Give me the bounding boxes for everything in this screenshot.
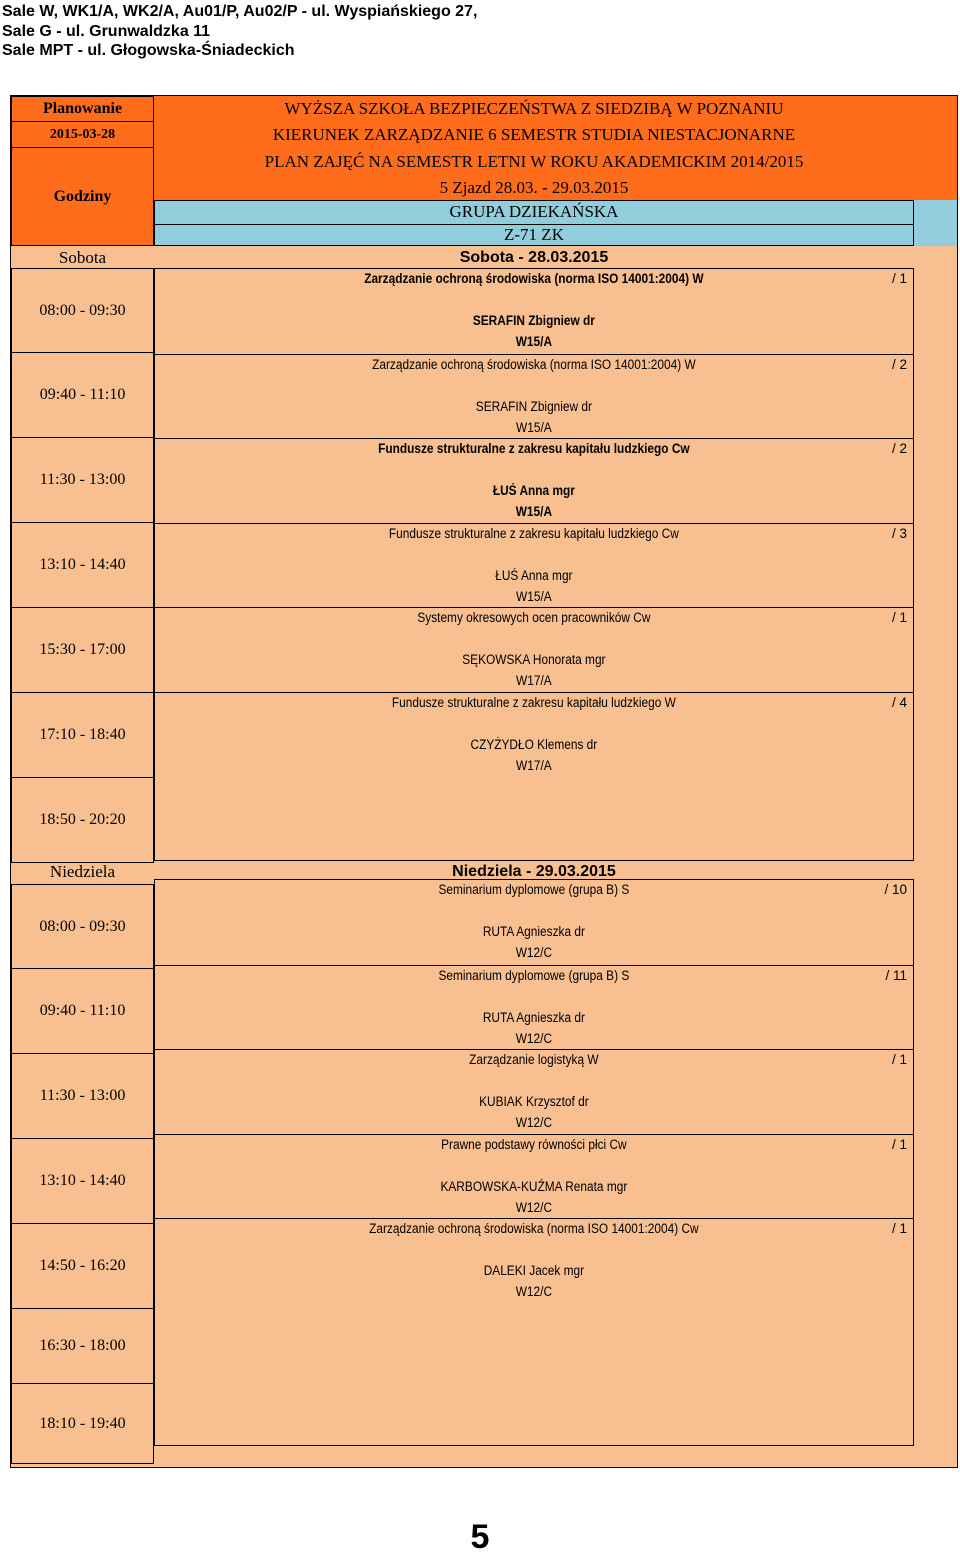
class-block xyxy=(155,1134,913,1219)
time-slot: 13:10 - 14:40 xyxy=(11,523,154,608)
class-subject: Fundusze strukturalne z zakresu kapitału ludzkiego Cw xyxy=(388,525,679,541)
sunday-label: Niedziela xyxy=(49,862,116,881)
time-slot: 18:50 - 20:20 xyxy=(11,778,154,863)
class-block xyxy=(155,438,913,523)
class-subject: Zarządzanie logistyką W xyxy=(469,1052,599,1067)
class-teacher: KUBIAK Krzysztof dr xyxy=(479,1094,589,1109)
class-subject: Zarządzanie ochroną środowiska (norma ISO 14001:2004) W xyxy=(372,356,696,372)
address-line: Sale MPT - ul. Głogowska-Śniadeckich xyxy=(2,42,295,59)
sunday-classes xyxy=(154,879,914,1446)
planowanie-label: Planowanie xyxy=(11,96,154,122)
godziny-label: Godziny xyxy=(11,147,154,246)
sunday-date: Niedziela - 29.03.2015 xyxy=(452,863,616,880)
class-block xyxy=(155,880,913,965)
class-subject: Fundusze strukturalne z zakresu kapitału ludzkiego W xyxy=(391,694,676,710)
school-title: WYŻSZA SZKOŁA BEZPIECZEŃSTWA Z SIEDZIBĄ W POZNANIU xyxy=(284,99,784,118)
class-teacher: CZYŻYDŁO Klemens dr xyxy=(470,736,598,752)
plan-date: 2015-03-28 xyxy=(11,121,154,148)
class-subject: Systemy okresowych ocen pracowników Cw xyxy=(417,610,651,625)
class-count: / 1 xyxy=(891,1221,907,1236)
time-slot: 13:10 - 14:40 xyxy=(11,1139,154,1224)
class-count: / 11 xyxy=(885,967,907,983)
address-line: Sale G - ul. Grunwaldzka 11 xyxy=(2,23,211,40)
class-room: W17/A xyxy=(516,757,552,773)
group-code: Z-71 ZK xyxy=(504,225,564,244)
class-count: / 1 xyxy=(891,1136,907,1152)
class-subject: Seminarium dyplomowe (grupa B) S xyxy=(438,967,630,983)
class-block xyxy=(155,965,913,1050)
class-count: / 2 xyxy=(891,441,907,456)
class-block xyxy=(155,607,913,692)
class-block xyxy=(155,523,913,608)
class-count: / 2 xyxy=(891,356,907,372)
class-subject: Prawne podstawy równości płci Cw xyxy=(441,1136,627,1152)
class-room: W12/C xyxy=(515,1284,553,1299)
class-block xyxy=(155,1218,913,1303)
time-slot: 18:10 - 19:40 xyxy=(11,1384,154,1464)
schedule-sheet xyxy=(10,95,958,1468)
time-slot: 11:30 - 13:00 xyxy=(11,438,154,523)
class-block xyxy=(155,1049,913,1134)
saturday-classes xyxy=(154,268,914,861)
time-slot: 15:30 - 17:00 xyxy=(11,608,154,693)
class-teacher: ŁUŚ Anna mgr xyxy=(495,567,573,583)
class-teacher: SĘKOWSKA Honorata mgr xyxy=(462,652,606,667)
class-subject: Seminarium dyplomowe (grupa B) S xyxy=(438,882,630,897)
address-line: Sale W, WK1/A, WK2/A, Au01/P, Au02/P - ul. Wyspiańskiego 27, xyxy=(2,3,478,20)
class-teacher: DALEKI Jacek mgr xyxy=(483,1263,585,1278)
class-room: W12/C xyxy=(515,1115,553,1130)
time-slot: 16:30 - 18:00 xyxy=(11,1309,154,1384)
page-number: 5 xyxy=(470,1518,490,1556)
class-teacher: SERAFIN Zbigniew dr xyxy=(475,398,592,414)
class-count: / 3 xyxy=(891,525,907,541)
class-room: W17/A xyxy=(516,673,552,688)
saturday-date: Sobota - 28.03.2015 xyxy=(459,249,609,266)
class-teacher: SERAFIN Zbigniew dr xyxy=(472,313,595,328)
class-teacher: RUTA Agnieszka dr xyxy=(482,924,585,939)
class-subject: Zarządzanie ochroną środowiska (norma ISO 14001:2004) Cw xyxy=(369,1221,699,1236)
time-slot: 17:10 - 18:40 xyxy=(11,693,154,778)
time-slot: 09:40 - 11:10 xyxy=(11,969,154,1054)
class-room: W15/A xyxy=(516,588,552,604)
class-teacher: RUTA Agnieszka dr xyxy=(482,1009,585,1025)
class-subject: Zarządzanie ochroną środowiska (norma ISO 14001:2004) W xyxy=(364,271,704,286)
class-count: / 1 xyxy=(891,1052,907,1067)
kierunek-title: KIERUNEK ZARZĄDZANIE 6 SEMESTR STUDIA NIESTACJONARNE xyxy=(272,125,796,144)
time-slot: 11:30 - 13:00 xyxy=(11,1054,154,1139)
class-count: / 1 xyxy=(891,610,907,625)
class-block xyxy=(155,269,913,354)
class-count: / 1 xyxy=(891,271,907,286)
group-title: GRUPA DZIEKAŃSKA xyxy=(449,202,619,221)
class-room: W15/A xyxy=(515,504,553,519)
class-room: W15/A xyxy=(516,419,552,435)
class-teacher: KARBOWSKA-KUŹMA Renata mgr xyxy=(440,1178,628,1194)
plan-title: PLAN ZAJĘĆ NA SEMESTR LETNI W ROKU AKADEMICKIM 2014/2015 xyxy=(264,152,804,171)
time-slot: 09:40 - 11:10 xyxy=(11,353,154,438)
class-count: / 4 xyxy=(891,694,907,710)
time-slot: 08:00 - 09:30 xyxy=(11,884,154,969)
saturday-label: Sobota xyxy=(58,248,107,267)
time-slot: 14:50 - 16:20 xyxy=(11,1224,154,1309)
time-slot: 08:00 - 09:30 xyxy=(11,268,154,353)
class-teacher: ŁUŚ Anna mgr xyxy=(492,483,575,498)
class-room: W12/C xyxy=(515,945,553,960)
class-block xyxy=(155,692,913,777)
class-room: W15/A xyxy=(515,334,553,349)
class-subject: Fundusze strukturalne z zakresu kapitału ludzkiego Cw xyxy=(378,441,690,456)
zjazd-title: 5 Zjazd 28.03. - 29.03.2015 xyxy=(439,178,629,197)
class-room: W12/C xyxy=(515,1030,553,1046)
class-block xyxy=(155,354,913,439)
class-count: / 10 xyxy=(884,882,907,897)
class-room: W12/C xyxy=(515,1199,553,1215)
